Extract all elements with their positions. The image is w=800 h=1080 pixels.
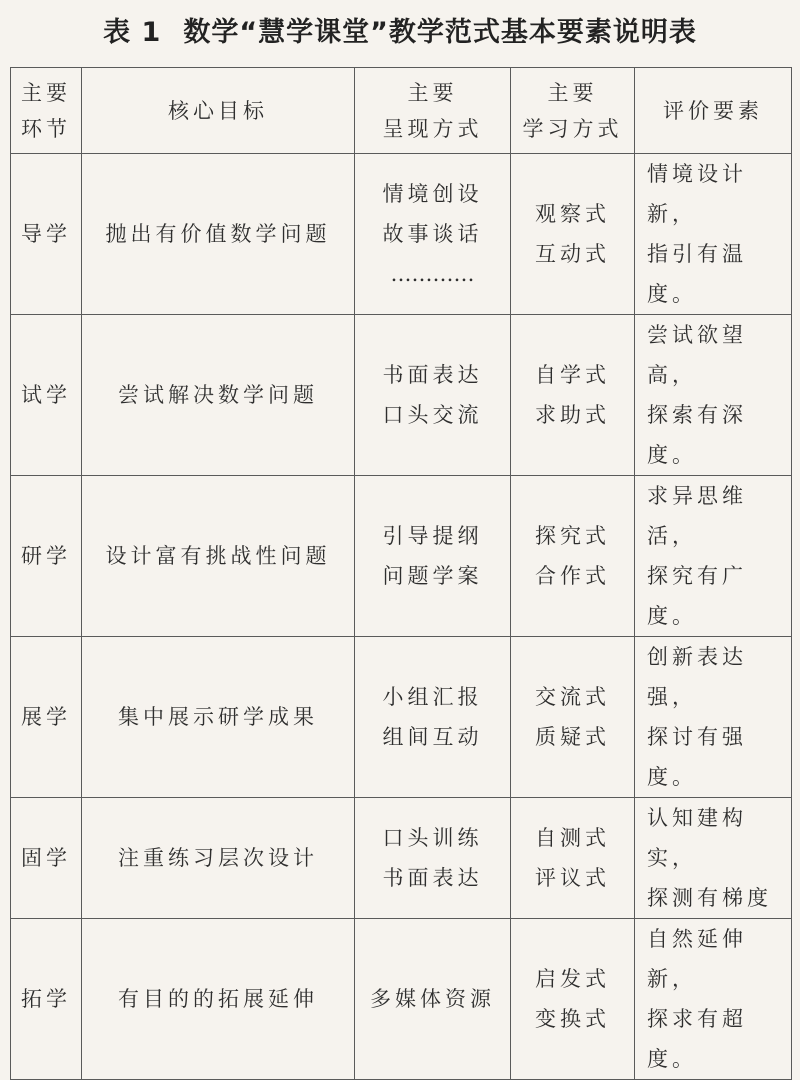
learning-line: 互动式 (535, 242, 610, 266)
table-row (11, 798, 792, 919)
presentation-line: 小组汇报 (382, 685, 483, 709)
evaluation-cell (635, 637, 792, 798)
learning-line: 探究式 (535, 524, 610, 548)
presentation-cell (355, 637, 511, 798)
header-learning-line: 学习方式 (522, 116, 623, 141)
goal-cell: 注重练习层次设计 (82, 798, 355, 919)
evaluation-line: 探究有广度。 (647, 564, 747, 628)
table-title: 数学“慧学课堂”教学范式基本要素说明表 (183, 17, 697, 48)
evaluation-cell (635, 154, 792, 315)
stage-cell: 导学 (11, 154, 82, 315)
evaluation-cell (635, 919, 792, 1080)
table-row (11, 315, 792, 476)
learning-cell (511, 476, 635, 637)
goal-cell: 设计富有挑战性问题 (82, 476, 355, 637)
presentation-line: 书面表达 (382, 866, 483, 890)
header-presentation-line: 呈现方式 (382, 116, 483, 141)
table-row (11, 637, 792, 798)
table-number: 表 1 (103, 17, 162, 48)
stage-cell: 固学 (11, 798, 82, 919)
evaluation-cell (635, 315, 792, 476)
header-learning-line: 主要 (547, 80, 598, 105)
presentation-line: 口头交流 (382, 403, 483, 427)
header-presentation-line: 主要 (407, 80, 458, 105)
presentation-line: 多媒体资源 (370, 987, 495, 1011)
presentation-line: 故事谈话 (382, 222, 483, 246)
presentation-line: 书面表达 (382, 363, 483, 387)
learning-line: 评议式 (535, 866, 610, 890)
evaluation-line: 指引有温度。 (647, 242, 747, 306)
learning-line: 求助式 (535, 403, 610, 427)
evaluation-cell (635, 798, 792, 919)
learning-cell (511, 919, 635, 1080)
header-stage-line: 环节 (21, 116, 71, 141)
header-evaluation: 评价要素 (635, 68, 792, 154)
evaluation-line: 探索有深度。 (647, 403, 747, 467)
presentation-cell (355, 315, 511, 476)
goal-cell: 抛出有价值数学问题 (82, 154, 355, 315)
evaluation-line: 求异思维活， (647, 484, 747, 548)
learning-line: 观察式 (535, 202, 610, 226)
goal-cell: 集中展示研学成果 (82, 637, 355, 798)
table-row (11, 919, 792, 1080)
presentation-line: 引导提纲 (382, 524, 483, 548)
learning-cell (511, 315, 635, 476)
presentation-ellipsis: ………… (390, 262, 475, 286)
stage-cell: 拓学 (11, 919, 82, 1080)
presentation-cell (355, 476, 511, 637)
presentation-line: 口头训练 (382, 826, 483, 850)
evaluation-line: 探测有梯度 (647, 886, 772, 910)
table-row (11, 154, 792, 315)
learning-line: 自测式 (535, 826, 610, 850)
learning-cell (511, 154, 635, 315)
evaluation-line: 探讨有强度。 (647, 725, 747, 789)
presentation-cell (355, 798, 511, 919)
learning-line: 合作式 (535, 564, 610, 588)
learning-line: 启发式 (535, 967, 610, 991)
learning-line: 交流式 (535, 685, 610, 709)
stage-cell: 研学 (11, 476, 82, 637)
stage-cell: 展学 (11, 637, 82, 798)
evaluation-line: 探求有超度。 (647, 1007, 747, 1071)
learning-cell (511, 798, 635, 919)
learning-line: 自学式 (535, 363, 610, 387)
evaluation-line: 情境设计新， (647, 162, 747, 226)
presentation-cell (355, 154, 511, 315)
learning-line: 质疑式 (535, 725, 610, 749)
teaching-paradigm-table (10, 67, 792, 1080)
goal-cell: 有目的的拓展延伸 (82, 919, 355, 1080)
presentation-line: 问题学案 (382, 564, 483, 588)
learning-line: 变换式 (535, 1007, 610, 1031)
table-row (11, 476, 792, 637)
header-stage (11, 68, 82, 154)
evaluation-line: 尝试欲望高， (647, 323, 747, 387)
presentation-line: 组间互动 (382, 725, 483, 749)
header-presentation (355, 68, 511, 154)
evaluation-line: 创新表达强， (647, 645, 747, 709)
table-caption (0, 10, 800, 49)
evaluation-line: 认知建构实， (647, 806, 747, 870)
stage-cell: 试学 (11, 315, 82, 476)
presentation-line: 情境创设 (382, 182, 483, 206)
presentation-cell (355, 919, 511, 1080)
header-goal: 核心目标 (82, 68, 355, 154)
goal-cell: 尝试解决数学问题 (82, 315, 355, 476)
evaluation-line: 自然延伸新， (647, 927, 747, 991)
header-row (11, 68, 792, 154)
header-stage-line: 主要 (21, 80, 71, 105)
header-learning (511, 68, 635, 154)
learning-cell (511, 637, 635, 798)
evaluation-cell (635, 476, 792, 637)
